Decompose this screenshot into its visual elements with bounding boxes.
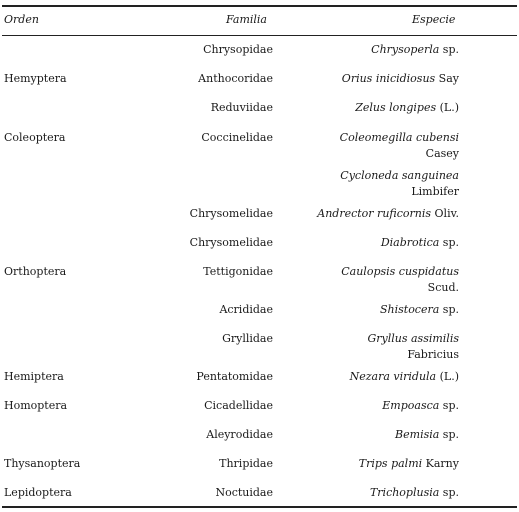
row-2-especie-rest: (L.) [436,101,459,114]
header-orden: Orden [4,13,39,26]
row-1-especie [342,71,459,87]
row-9-especie-line2: Fabricius [407,348,459,361]
row-10-familia: Pentatomidae [196,370,273,383]
row-4-especie-italic: Cycloneda sanguinea [340,169,459,182]
row-13-especie-italic: Trips palmi [358,457,423,470]
row-11-orden: Homoptera [4,399,68,412]
row-7-especie-italic: Caulopsis cuspidatus [341,265,459,278]
header-familia: Familia [226,13,267,26]
row-7-familia: Tettigonidae [203,265,273,278]
row-7-orden: Orthoptera [4,265,67,278]
row-11-especie [382,398,459,414]
row-8-familia: Acrididae [219,303,273,316]
row-4-especie [340,168,459,200]
row-8-especie [380,302,459,318]
row-0-especie [371,42,459,58]
row-5-especie [317,206,459,222]
row-12-familia: Aleyrodidae [206,428,273,441]
row-12-especie-italic: Bemisia [395,428,440,441]
row-5-especie-rest: Oliv. [431,207,459,220]
table-header-rule [2,35,517,36]
row-10-especie-italic: Nezara viridula [349,370,437,383]
row-10-orden: Hemiptera [4,370,64,383]
row-3-especie-italic: Coleomegilla cubensi [339,131,459,144]
row-14-especie-rest: sp. [439,486,459,499]
row-6-especie-italic: Diabrotica [380,236,440,249]
header-especie: Especie [412,13,456,26]
row-3-especie [340,130,459,162]
row-10-especie-rest: (L.) [436,370,459,383]
row-13-orden: Thysanoptera [4,457,81,470]
row-2-especie-italic: Zelus longipes [355,101,437,114]
row-11-familia: Cicadellidae [204,399,273,412]
row-8-especie-rest: sp. [439,303,459,316]
table-top-rule [2,5,517,7]
row-2-especie [355,100,459,116]
row-7-especie-line2: Scud. [427,281,459,294]
row-6-especie-rest: sp. [439,236,459,249]
row-0-familia: Chrysopidae [203,43,273,56]
row-6-familia: Chrysomelidae [189,236,273,249]
row-9-familia: Gryllidae [222,332,273,345]
row-13-especie [359,456,459,472]
row-1-especie-italic: Orius inicidiosus [341,72,436,85]
row-13-especie-rest: Karny [422,457,459,470]
row-5-familia: Chrysomelidae [189,207,273,220]
row-9-especie-italic: Gryllus assimilis [367,332,459,345]
row-12-especie-rest: sp. [439,428,459,441]
row-3-orden: Coleoptera [4,131,66,144]
row-7-especie [341,264,459,296]
row-2-familia: Reduviidae [210,101,273,114]
row-3-especie-line2: Casey [425,147,459,160]
row-0-especie-rest: sp. [439,43,459,56]
row-13-familia: Thripidae [219,457,273,470]
row-1-familia: Anthocoridae [198,72,273,85]
row-5-especie-italic: Andrector ruficornis [317,207,432,220]
row-10-especie [350,369,459,385]
row-14-orden: Lepidoptera [4,486,72,499]
row-3-familia: Coccinelidae [201,131,273,144]
row-14-especie-italic: Trichoplusia [369,486,440,499]
row-6-especie [381,235,459,251]
row-1-orden: Hemyptera [4,72,67,85]
row-11-especie-italic: Empoasca [382,399,440,412]
table-bottom-rule [2,506,517,508]
row-11-especie-rest: sp. [439,399,459,412]
row-12-especie [395,427,459,443]
row-8-especie-italic: Shistocera [379,303,440,316]
row-9-especie [367,331,459,363]
row-1-especie-rest: Say [435,72,459,85]
row-14-familia: Noctuidae [215,486,273,499]
row-4-especie-line2: Limbifer [411,185,459,198]
row-0-especie-italic: Chrysoperla [371,43,440,56]
row-14-especie [370,485,459,501]
